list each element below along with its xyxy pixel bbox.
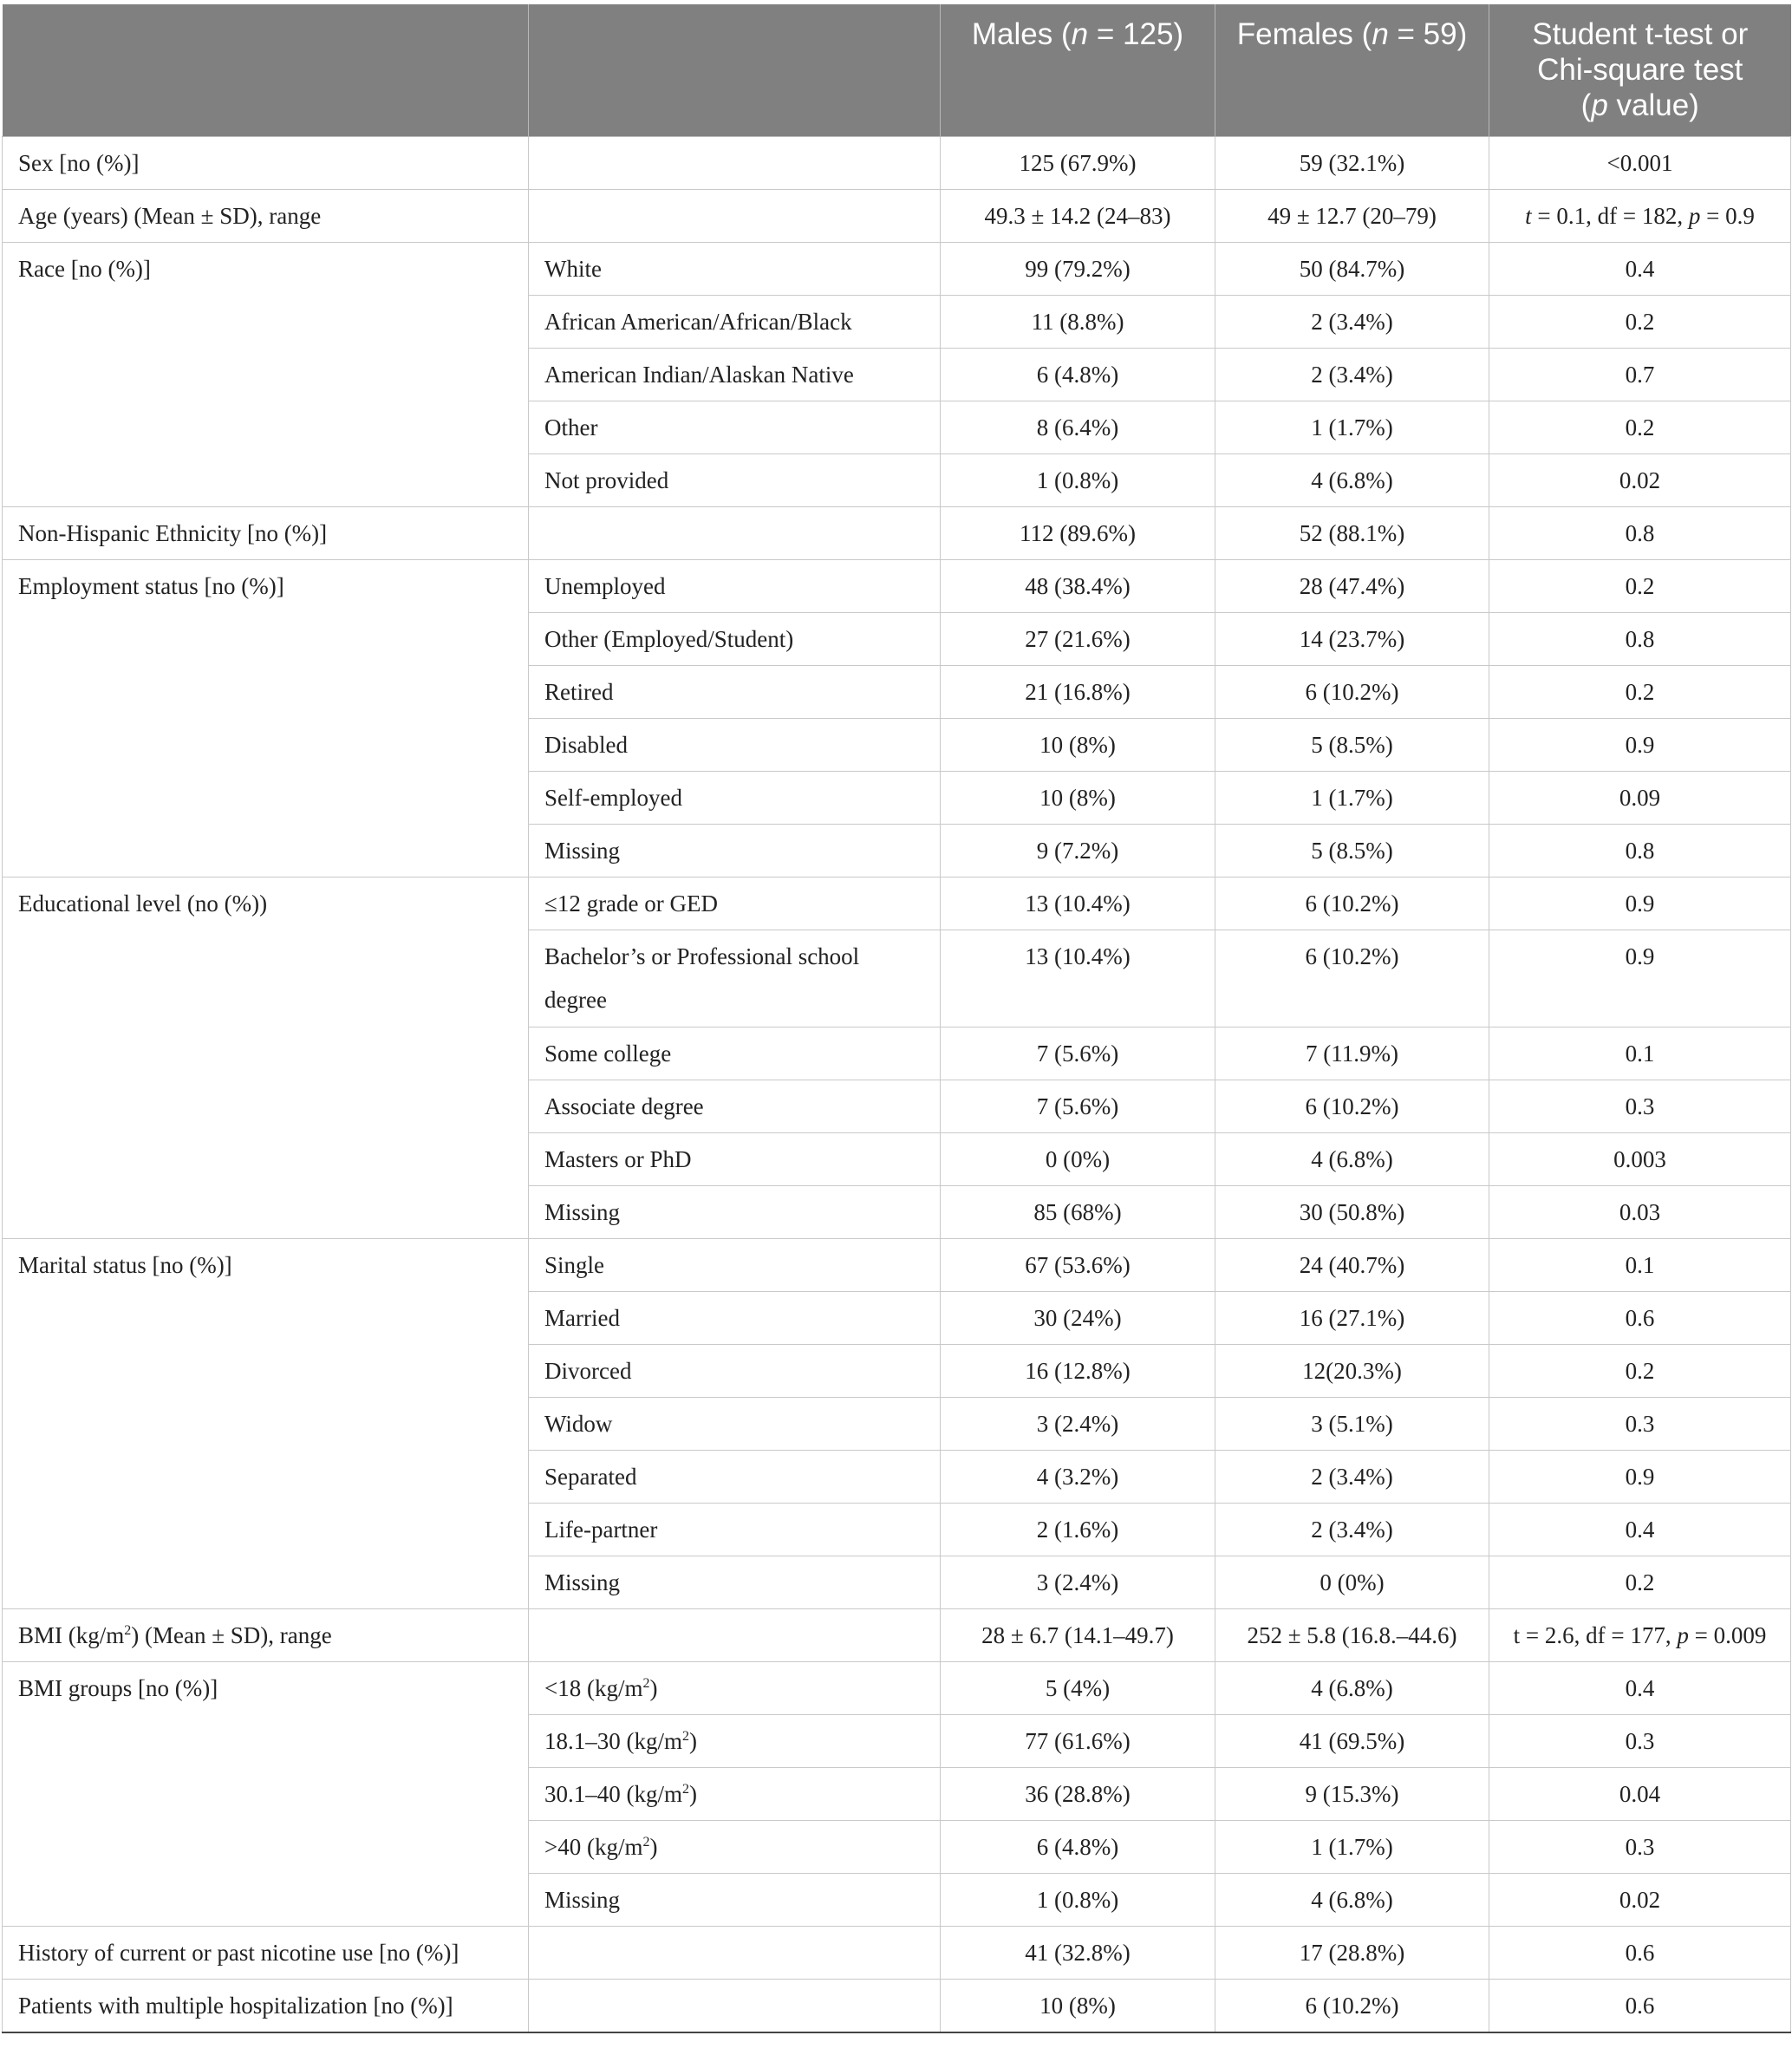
p-value: 0.2 (1489, 560, 1791, 613)
p-value: 0.3 (1489, 1080, 1791, 1133)
males-value: 10 (8%) (941, 772, 1215, 825)
category-label: >40 $(kg/m^2)$ (529, 1821, 941, 1874)
females-value: 4 (6.8%) (1215, 1133, 1489, 1186)
females-value: 5 (8.5%) (1215, 719, 1489, 772)
p-value: 0.7 (1489, 349, 1791, 401)
header-test: Student t-test or Chi-square test (p value) (1489, 4, 1791, 137)
row-label-race: Race [no (%)] (3, 243, 529, 507)
category-label: Separated (529, 1451, 941, 1504)
females-value: 49 ± 12.7 (20–79) (1215, 190, 1489, 243)
row-label-marital: Marital status [no (%)] (3, 1239, 529, 1609)
category-label: Life-partner (529, 1504, 941, 1556)
females-value: 30 (50.8%) (1215, 1186, 1489, 1239)
females-value: 1 (1.7%) (1215, 1821, 1489, 1874)
males-value: 7 (5.6%) (941, 1080, 1215, 1133)
category-label: 30.1–40 $(kg/m^2)$ (529, 1768, 941, 1821)
males-value: 13 (10.4%) (941, 930, 1215, 1028)
females-value: 6 (10.2%) (1215, 930, 1489, 1028)
p-value: 0.3 (1489, 1821, 1791, 1874)
males-value: 36 (28.8%) (941, 1768, 1215, 1821)
category-label: Missing (529, 1186, 941, 1239)
females-value: 252 ± 5.8 (16.8.–44.6) (1215, 1609, 1489, 1662)
females-value: 52 (88.1%) (1215, 507, 1489, 560)
males-value: 5 (4%) (941, 1662, 1215, 1715)
table-body (3, 137, 1791, 2033)
row-label-nicotine: History of current or past nicotine use [no (%)] (3, 1927, 529, 1980)
p-value: 0.4 (1489, 243, 1791, 296)
females-value: 2 (3.4%) (1215, 349, 1489, 401)
males-value: 4 (3.2%) (941, 1451, 1215, 1504)
category-label: American Indian/Alaskan Native (529, 349, 941, 401)
p-value: 0.9 (1489, 1451, 1791, 1504)
females-value: 1 (1.7%) (1215, 772, 1489, 825)
males-value: 67 (53.6%) (941, 1239, 1215, 1292)
females-value: 5 (8.5%) (1215, 825, 1489, 877)
p-value: 0.6 (1489, 1980, 1791, 2033)
males-value: 41 (32.8%) (941, 1927, 1215, 1980)
males-value: 9 (7.2%) (941, 825, 1215, 877)
p-value: 0.003 (1489, 1133, 1791, 1186)
category-label: ≤12 grade or GED (529, 877, 941, 930)
p-value: 0.02 (1489, 454, 1791, 507)
males-value: 99 (79.2%) (941, 243, 1215, 296)
category-label: Some college (529, 1028, 941, 1080)
row-label-bmi: BMI $(kg/m^2)$ (Mean ± SD), range (3, 1609, 529, 1662)
p-value: 0.9 (1489, 719, 1791, 772)
category-label: Unemployed (529, 560, 941, 613)
males-value: 11 (8.8%) (941, 296, 1215, 349)
females-value: 6 (10.2%) (1215, 1980, 1489, 2033)
females-value: 6 (10.2%) (1215, 666, 1489, 719)
demographics-table-container (2, 4, 1790, 2033)
females-value: 3 (5.1%) (1215, 1398, 1489, 1451)
females-value: 6 (10.2%) (1215, 877, 1489, 930)
females-value: 2 (3.4%) (1215, 1504, 1489, 1556)
p-value: 0.8 (1489, 825, 1791, 877)
category-label: Widow (529, 1398, 941, 1451)
row-label-ethnicity: Non-Hispanic Ethnicity [no (%)] (3, 507, 529, 560)
category-label: Masters or PhD (529, 1133, 941, 1186)
females-value: 2 (3.4%) (1215, 296, 1489, 349)
p-value: 0.02 (1489, 1874, 1791, 1927)
p-value: 0.4 (1489, 1504, 1791, 1556)
table-row (3, 877, 1791, 930)
table-row (3, 190, 1791, 243)
males-value: 112 (89.6%) (941, 507, 1215, 560)
header-males: Males (n = 125) (941, 4, 1215, 137)
empty-cell (529, 1609, 941, 1662)
males-value: 1 (0.8%) (941, 454, 1215, 507)
category-label: Associate degree (529, 1080, 941, 1133)
p-value: 0.2 (1489, 296, 1791, 349)
males-value: 48 (38.4%) (941, 560, 1215, 613)
p-value: 0.9 (1489, 930, 1791, 1028)
females-value: 2 (3.4%) (1215, 1451, 1489, 1504)
category-label: Other (529, 401, 941, 454)
header-variable (3, 4, 529, 137)
males-value: 85 (68%) (941, 1186, 1215, 1239)
males-value: 13 (10.4%) (941, 877, 1215, 930)
row-label-bmi-groups: BMI groups [no (%)] (3, 1662, 529, 1927)
females-value: 16 (27.1%) (1215, 1292, 1489, 1345)
p-value: 0.1 (1489, 1028, 1791, 1080)
category-label: Single (529, 1239, 941, 1292)
males-value: 6 (4.8%) (941, 349, 1215, 401)
males-value: 3 (2.4%) (941, 1398, 1215, 1451)
header-females: Females (n = 59) (1215, 4, 1489, 137)
empty-cell (529, 1927, 941, 1980)
table-row (3, 560, 1791, 613)
empty-cell (529, 1980, 941, 2033)
empty-cell (529, 137, 941, 190)
p-value: 0.2 (1489, 1345, 1791, 1398)
row-label-hospitalization: Patients with multiple hospitalization [no (%)] (3, 1980, 529, 2033)
p-value: 0.4 (1489, 1662, 1791, 1715)
category-label: Married (529, 1292, 941, 1345)
category-label: White (529, 243, 941, 296)
category-label: African American/African/Black (529, 296, 941, 349)
females-value: 14 (23.7%) (1215, 613, 1489, 666)
category-label: Other (Employed/Student) (529, 613, 941, 666)
demographics-table (2, 4, 1791, 2033)
p-value: 0.3 (1489, 1715, 1791, 1768)
males-value: 16 (12.8%) (941, 1345, 1215, 1398)
table-header (3, 4, 1791, 137)
row-label-employment: Employment status [no (%)] (3, 560, 529, 877)
p-value: t = 0.1, df = 182, p = 0.9 (1489, 190, 1791, 243)
males-value: 28 ± 6.7 (14.1–49.7) (941, 1609, 1215, 1662)
category-label: Divorced (529, 1345, 941, 1398)
p-value: <0.001 (1489, 137, 1791, 190)
females-value: 4 (6.8%) (1215, 1874, 1489, 1927)
p-value: 0.04 (1489, 1768, 1791, 1821)
males-value: 1 (0.8%) (941, 1874, 1215, 1927)
table-row (3, 1980, 1791, 2033)
females-value: 59 (32.1%) (1215, 137, 1489, 190)
p-value: 0.1 (1489, 1239, 1791, 1292)
table-row (3, 243, 1791, 296)
category-label: 18.1–30 $(kg/m^2)$ (529, 1715, 941, 1768)
row-label-sex: Sex [no (%)] (3, 137, 529, 190)
males-value: 21 (16.8%) (941, 666, 1215, 719)
males-value: 10 (8%) (941, 1980, 1215, 2033)
table-row (3, 1239, 1791, 1292)
p-value: 0.6 (1489, 1292, 1791, 1345)
category-label: Not provided (529, 454, 941, 507)
females-value: 6 (10.2%) (1215, 1080, 1489, 1133)
p-value: 0.8 (1489, 507, 1791, 560)
p-value: 0.2 (1489, 401, 1791, 454)
p-value: 0.3 (1489, 1398, 1791, 1451)
males-value: 125 (67.9%) (941, 137, 1215, 190)
table-row (3, 1662, 1791, 1715)
p-value: 0.09 (1489, 772, 1791, 825)
males-value: 8 (6.4%) (941, 401, 1215, 454)
empty-cell (529, 190, 941, 243)
p-value: 0.8 (1489, 613, 1791, 666)
empty-cell (529, 507, 941, 560)
males-value: 49.3 ± 14.2 (24–83) (941, 190, 1215, 243)
males-value: 0 (0%) (941, 1133, 1215, 1186)
males-value: 2 (1.6%) (941, 1504, 1215, 1556)
females-value: 7 (11.9%) (1215, 1028, 1489, 1080)
category-label: Retired (529, 666, 941, 719)
males-value: 7 (5.6%) (941, 1028, 1215, 1080)
females-value: 9 (15.3%) (1215, 1768, 1489, 1821)
males-value: 30 (24%) (941, 1292, 1215, 1345)
category-label: Disabled (529, 719, 941, 772)
p-value: 0.03 (1489, 1186, 1791, 1239)
row-label-age: Age (years) (Mean ± SD), range (3, 190, 529, 243)
category-label: Missing (529, 1556, 941, 1609)
females-value: 0 (0%) (1215, 1556, 1489, 1609)
table-row (3, 137, 1791, 190)
category-label: Bachelor’s or Professional school degree (529, 930, 941, 1028)
males-value: 10 (8%) (941, 719, 1215, 772)
males-value: 3 (2.4%) (941, 1556, 1215, 1609)
females-value: 41 (69.5%) (1215, 1715, 1489, 1768)
p-value: t = 2.6, df = 177, p = 0.009 (1489, 1609, 1791, 1662)
males-value: 77 (61.6%) (941, 1715, 1215, 1768)
row-label-education: Educational level (no (%)) (3, 877, 529, 1239)
header-row (3, 4, 1791, 137)
females-value: 12(20.3%) (1215, 1345, 1489, 1398)
females-value: 4 (6.8%) (1215, 1662, 1489, 1715)
males-value: 6 (4.8%) (941, 1821, 1215, 1874)
category-label: Self-employed (529, 772, 941, 825)
category-label: <18 $(kg/m^2)$ (529, 1662, 941, 1715)
p-value: 0.2 (1489, 1556, 1791, 1609)
header-category (529, 4, 941, 137)
females-value: 50 (84.7%) (1215, 243, 1489, 296)
females-value: 28 (47.4%) (1215, 560, 1489, 613)
p-value: 0.6 (1489, 1927, 1791, 1980)
males-value: 27 (21.6%) (941, 613, 1215, 666)
females-value: 17 (28.8%) (1215, 1927, 1489, 1980)
table-row (3, 1609, 1791, 1662)
p-value: 0.9 (1489, 877, 1791, 930)
females-value: 4 (6.8%) (1215, 454, 1489, 507)
females-value: 1 (1.7%) (1215, 401, 1489, 454)
category-label: Missing (529, 1874, 941, 1927)
p-value: 0.2 (1489, 666, 1791, 719)
table-row (3, 507, 1791, 560)
category-label: Missing (529, 825, 941, 877)
table-row (3, 1927, 1791, 1980)
females-value: 24 (40.7%) (1215, 1239, 1489, 1292)
